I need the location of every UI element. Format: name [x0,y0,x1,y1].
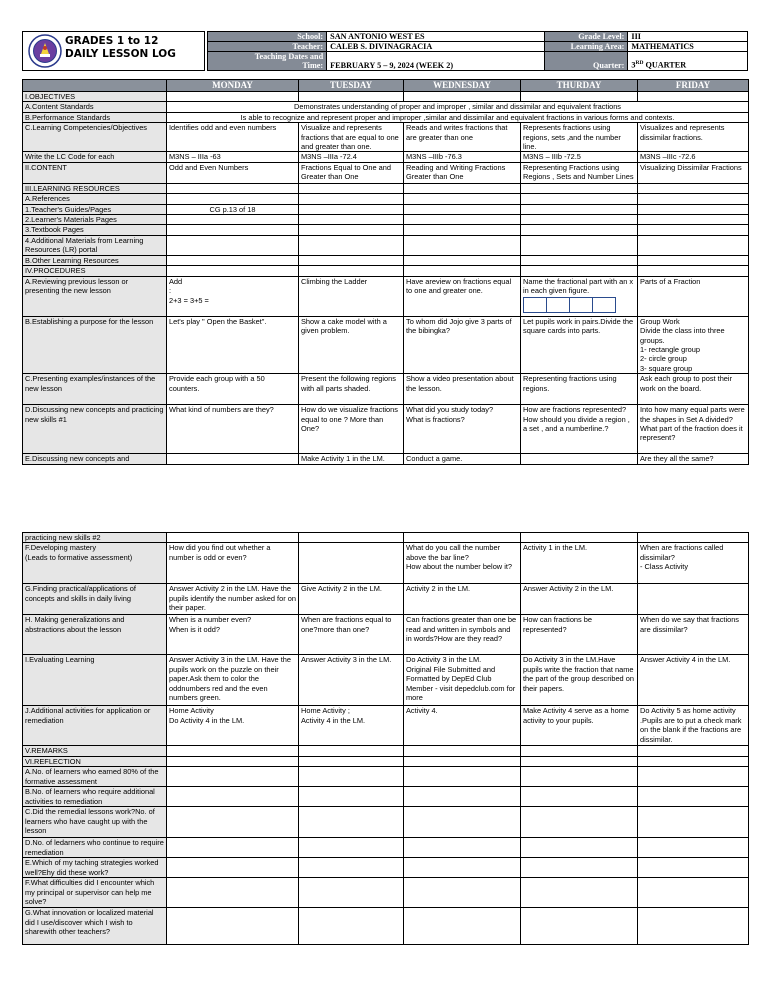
table-row [23,454,749,464]
cell-thursday [521,878,638,908]
cell-text: Name the fractional part with an x in each given figure. [523,276,634,296]
cell-wednesday [404,878,521,908]
cell-tuesday: Fractions Equal to One and Greater than One [299,162,404,183]
table-row [23,655,749,706]
table-row [23,756,749,766]
cell-tuesday [299,235,404,255]
row-label: B.Establishing a purpose for the lesson [23,316,167,373]
cell-thursday [521,454,638,464]
row-label: A.Reviewing previous lesson or presenting the new lesson [23,276,167,316]
learning-area-value: MATHEMATICS [628,42,748,52]
cell-thursday [521,908,638,945]
row-label: II.CONTENT [23,162,167,183]
cell-friday [638,767,749,787]
teaching-dates-label-line-2: Time: [302,61,324,70]
cell-thursday [521,204,638,214]
cell-monday: Add : 2+3 = 3+5 = [167,276,299,316]
teacher-label: Teacher: [208,42,327,52]
cell-thursday: Represents fractions using regions, sets ,and the number line. [521,123,638,152]
row-label: III.LEARNING RESOURCES [23,183,167,193]
fraction-box [592,297,616,313]
row-label: F.Developing mastery (Leads to formative assessment) [23,543,167,584]
cell-friday [638,858,749,878]
row-label: I.Evaluating Learning [23,655,167,706]
lesson-log-table-part-2 [22,532,749,945]
table-row [23,235,749,255]
table-row [23,194,749,204]
day-header-corner [23,80,167,92]
cell-monday [167,908,299,945]
teaching-dates-label-line-1: Teaching Dates and [254,52,324,61]
cell-monday: Answer Activity 2 in the LM. Have the pupils identify the number asked for on their paper. [167,584,299,615]
cell-thursday: How are fractions represented? How should you divide a region , a set , and a numberline.? [521,405,638,454]
cell-wednesday: M3NS –IIIb -76.3 [404,152,521,162]
cell-thursday: Let pupils work in pairs.Divide the square cards into parts. [521,316,638,373]
cell-tuesday [299,204,404,214]
cell-friday: Group Work Divide the class into three groups. 1- rectangle group 2- circle group 3- square group [638,316,749,373]
row-label: A.No. of learners who earned 80% of the formative assessment [23,767,167,787]
cell-friday: Visualizing Dissimilar Fractions [638,162,749,183]
grade-level-value: III [628,32,748,42]
cell-friday [638,255,749,265]
cell-wednesday: Can fractions greater than one be read and written in symbols and in words?How are they read? [404,615,521,655]
table-row [23,543,749,584]
cell-monday: CG p.13 of 18 [167,204,299,214]
cell-thursday: How can fractions be represented? [521,615,638,655]
row-label: F.What difficulties did I encounter which my principal or supervisor can help me solve? [23,878,167,908]
cell-thursday [521,838,638,858]
grade-level-label: Grade Level: [545,32,628,42]
table-row [23,787,749,807]
cell-tuesday [299,215,404,225]
table-row [23,255,749,265]
table-row [23,807,749,838]
table-row [23,405,749,454]
table-row [23,102,749,112]
table-row [23,152,749,162]
cell-monday [167,787,299,807]
cell-thursday [521,266,638,276]
cell-friday [638,584,749,615]
row-label: H. Making generalizations and abstractions about the lesson [23,615,167,655]
header-info-table [207,31,748,71]
cell-monday: Provide each group with a 50 counters. [167,374,299,405]
cell-thursday [521,756,638,766]
fraction-box [546,297,570,313]
cell-monday: M3NS – IIIa -63 [167,152,299,162]
cell-thursday: Answer Activity 2 in the LM. [521,584,638,615]
cell-tuesday [299,183,404,193]
cell-wednesday: What did you study today? What is fractions? [404,405,521,454]
table-row [23,374,749,405]
row-label: I.OBJECTIVES [23,92,167,102]
table-row [23,123,749,152]
row-label: 1.Teacher's Guides/Pages [23,204,167,214]
cell-monday: Answer Activity 3 in the LM. Have the pupils work on the puzzle on their paper.Ask them to color the oddnumbers red and the even numbers green. [167,655,299,706]
table-row [23,183,749,193]
table-row [23,908,749,945]
row-label: B.Performance Standards [23,112,167,122]
cell-monday [167,194,299,204]
cell-wednesday [404,533,521,543]
cell-thursday [521,235,638,255]
row-label: V.REMARKS [23,746,167,756]
day-header-thursday: THURDAY [521,80,638,92]
day-header-monday: MONDAY [167,80,299,92]
table-row [23,878,749,908]
cell-thursday [521,194,638,204]
table-row [23,533,749,543]
lesson-log-table-part-1 [22,79,749,465]
cell-thursday [521,767,638,787]
cell-wednesday [404,215,521,225]
day-header-row [23,80,749,92]
cell-wednesday [404,787,521,807]
fraction-box [569,297,593,313]
cell-monday [167,838,299,858]
table-row [23,162,749,183]
cell-thursday [521,225,638,235]
cell-wednesday [404,235,521,255]
table-row [23,266,749,276]
cell-thursday: Make Activity 4 serve as a home activity to your pupils. [521,706,638,746]
cell-friday [638,807,749,838]
cell-thursday [521,215,638,225]
cell-friday [638,183,749,193]
cell-thursday [521,787,638,807]
quarter-value [628,52,748,71]
cell-tuesday [299,838,404,858]
cell-monday: What kind of numbers are they? [167,405,299,454]
cell-tuesday: Show a cake model with a given problem. [299,316,404,373]
row-label: Write the LC Code for each [23,152,167,162]
cell-thursday: Representing Fractions using Regions , Sets and Number Lines [521,162,638,183]
cell-monday [167,858,299,878]
row-label: G.What innovation or localized material did I use/discover which I wish to sharewith other teachers? [23,908,167,945]
table-row [23,746,749,756]
cell-monday [167,746,299,756]
cell-thursday [521,807,638,838]
cell-monday [167,235,299,255]
quarter-ordinal: RD [635,60,644,67]
table-row [23,858,749,878]
row-label: 2.Learner's Materials Pages [23,215,167,225]
quarter-text: QUARTER [643,61,687,70]
cell-wednesday [404,838,521,858]
cell-wednesday [404,908,521,945]
cell-thursday [521,276,638,316]
cell-thursday [521,858,638,878]
cell-wednesday [404,92,521,102]
cell-friday: M3NS –IIIc -72.6 [638,152,749,162]
cell-monday: Let's play " Open the Basket". [167,316,299,373]
row-label: J.Additional activities for application or remediation [23,706,167,746]
cell-monday: Identifies odd and even numbers [167,123,299,152]
row-label: G.Finding practical/applications of concepts and skills in daily living [23,584,167,615]
cell-tuesday: When are fractions equal to one?more than one? [299,615,404,655]
cell-friday: Answer Activity 4 in the LM. [638,655,749,706]
teacher-value: CALEB S. DIVINAGRACIA [327,42,545,52]
table-row [23,706,749,746]
cell-monday [167,215,299,225]
cell-friday [638,266,749,276]
cell-wednesday: Activity 4. [404,706,521,746]
cell-wednesday: Conduct a game. [404,454,521,464]
table-row [23,276,749,316]
cell-tuesday [299,194,404,204]
quarter-label: Quarter: [545,52,628,71]
cell-tuesday [299,807,404,838]
document-title [65,35,176,61]
cell-tuesday [299,225,404,235]
cell-monday [167,878,299,908]
table-row [23,215,749,225]
cell-wednesday: Reads and writes fractions that are greater than one [404,123,521,152]
cell-wednesday: Do Activity 3 in the LM. Original File Submitted and Formatted by DepEd Club Member - visit depedclub.com for more [404,655,521,706]
cell-wednesday [404,858,521,878]
cell-tuesday [299,746,404,756]
cell-thursday [521,533,638,543]
table-row [23,225,749,235]
table-row [23,838,749,858]
cell-monday [167,266,299,276]
cell-monday: Odd and Even Numbers [167,162,299,183]
cell-friday [638,838,749,858]
school-label: School: [208,32,327,42]
teaching-dates-label [208,52,327,71]
cell-monday [167,533,299,543]
cell-monday [167,767,299,787]
row-label: 3.Textbook Pages [23,225,167,235]
cell-friday [638,235,749,255]
cell-tuesday: Home Activity ; Activity 4 in the LM. [299,706,404,746]
cell-thursday: Do Activity 3 in the LM.Have pupils write the fraction that name the part of the group described on their papers. [521,655,638,706]
day-header-wednesday: WEDNESDAY [404,80,521,92]
cell-thursday [521,183,638,193]
table-row [23,584,749,615]
cell-thursday: Activity 1 in the LM. [521,543,638,584]
cell-wednesday [404,767,521,787]
cell-friday [638,746,749,756]
cell-friday: Are they all the same? [638,454,749,464]
title-line-1: GRADES 1 to 12 [65,35,159,47]
cell-friday [638,92,749,102]
row-label: D.No. of ledarners who continue to require remediation [23,838,167,858]
cell-wednesday [404,183,521,193]
cell-monday [167,807,299,838]
cell-wednesday [404,255,521,265]
cell-friday [638,878,749,908]
cell-friday [638,204,749,214]
cell-tuesday: Give Activity 2 in the LM. [299,584,404,615]
cell-tuesday: Present the following regions with all parts shaded. [299,374,404,405]
cell-wednesday [404,204,521,214]
cell-wednesday: Reading and Writing Fractions Greater than One [404,162,521,183]
cell-monday: How did you find out whether a number is odd or even? [167,543,299,584]
row-label: practicing new skills #2 [23,533,167,543]
row-label: B.No. of learners who require additional activities to remediation [23,787,167,807]
cell-friday: Into how many equal parts were the shapes in Set A divided? What part of the fraction does it represent? [638,405,749,454]
cell-monday: When is a number even? When is it odd? [167,615,299,655]
cell-thursday [521,255,638,265]
day-header-friday: FRIDAY [638,80,749,92]
cell-wednesday: What do you call the number above the bar line? How about the number below it? [404,543,521,584]
school-value: SAN ANTONIO WEST ES [327,32,545,42]
cell-tuesday: Climbing the Ladder [299,276,404,316]
cell-tuesday: M3NS –IIIa -72.4 [299,152,404,162]
title-line-2: DAILY LESSON LOG [65,48,176,60]
cell-wednesday: Show a video presentation about the lesson. [404,374,521,405]
cell-monday: Home Activity Do Activity 4 in the LM. [167,706,299,746]
cell-tuesday [299,858,404,878]
cell-tuesday [299,543,404,584]
row-label: C.Did the remedial lessons work?No. of learners who have caught up with the lesson [23,807,167,838]
cell-monday [167,255,299,265]
row-label: A.References [23,194,167,204]
cell-monday [167,92,299,102]
cell-friday: Parts of a Fraction [638,276,749,316]
teaching-dates-value: FEBRUARY 5 – 9, 2024 (WEEK 2) [327,52,545,71]
cell-tuesday [299,787,404,807]
document-header [22,31,748,71]
cell-tuesday [299,92,404,102]
row-label: 4.Additional Materials from Learning Resources (LR) portal [23,235,167,255]
cell-friday: Ask each group to post their work on the board. [638,374,749,405]
cell-friday: Visualizes and represents dissimilar fractions. [638,123,749,152]
cell-friday: When are fractions called dissimilar? - Class Activity [638,543,749,584]
cell-friday: Do Activity 5 as home activity .Pupils are to put a check mark on the blank if the fractions are dissimilar. [638,706,749,746]
cell-friday [638,908,749,945]
cell-friday [638,533,749,543]
fraction-box [523,297,547,313]
cell-friday [638,756,749,766]
cell-tuesday [299,533,404,543]
cell-friday [638,215,749,225]
row-label: E.Which of my taching strategies worked well?Ehy did these work? [23,858,167,878]
cell-tuesday [299,908,404,945]
cell-tuesday [299,767,404,787]
cell-thursday: M3NS – IIIb -72.5 [521,152,638,162]
row-label: VI.REFLECTION [23,756,167,766]
table-row [23,204,749,214]
day-header-tuesday: TUESDAY [299,80,404,92]
cell-tuesday [299,878,404,908]
table-row [23,316,749,373]
fraction-boxes-figure [523,297,635,313]
cell-monday [167,756,299,766]
cell-wednesday [404,746,521,756]
row-span-cell: Is able to recognize and represent proper and improper ,similar and dissimilar and equivalent fractions in various forms and contexts. [167,112,749,122]
row-label: A.Content Standards [23,102,167,112]
cell-wednesday [404,807,521,838]
title-block [22,31,205,71]
deped-seal-icon [28,34,62,68]
cell-tuesday: Visualize and represents fractions that are equal to one and greater than one. [299,123,404,152]
row-label: C.Presenting examples/instances of the new lesson [23,374,167,405]
table-row [23,92,749,102]
cell-tuesday [299,756,404,766]
cell-tuesday [299,255,404,265]
row-label: D.Discussing new concepts and practicing new skills #1 [23,405,167,454]
cell-wednesday: Have areview on fractions equal to one and greater one. [404,276,521,316]
cell-wednesday [404,756,521,766]
cell-monday [167,225,299,235]
cell-tuesday: How do we visualize fractions equal to one ? More than One? [299,405,404,454]
cell-friday [638,787,749,807]
row-label: C.Learning Competencies/Objectives [23,123,167,152]
row-label: IV.PROCEDURES [23,266,167,276]
table-row [23,767,749,787]
row-label: E.Discussing new concepts and [23,454,167,464]
cell-wednesday [404,225,521,235]
cell-friday [638,225,749,235]
cell-monday [167,183,299,193]
row-span-cell: Demonstrates understanding of proper and improper , similar and dissimilar and equivalent fractions [167,102,749,112]
cell-wednesday [404,194,521,204]
table-row [23,112,749,122]
cell-thursday: Representing fractions using regions. [521,374,638,405]
table-row [23,615,749,655]
row-label: B.Other Learning Resources [23,255,167,265]
cell-wednesday: Activity 2 in the LM. [404,584,521,615]
cell-tuesday [299,266,404,276]
cell-friday [638,194,749,204]
cell-wednesday [404,266,521,276]
cell-monday [167,454,299,464]
cell-thursday [521,746,638,756]
quarter-number: 3 [631,61,636,70]
cell-thursday [521,92,638,102]
cell-friday: When do we say that fractions are dissimilar? [638,615,749,655]
cell-wednesday: To whom did Jojo give 3 parts of the bibingka? [404,316,521,373]
learning-area-label: Learning Area: [545,42,628,52]
cell-tuesday: Make Activity 1 in the LM. [299,454,404,464]
cell-tuesday: Answer Activity 3 in the LM. [299,655,404,706]
